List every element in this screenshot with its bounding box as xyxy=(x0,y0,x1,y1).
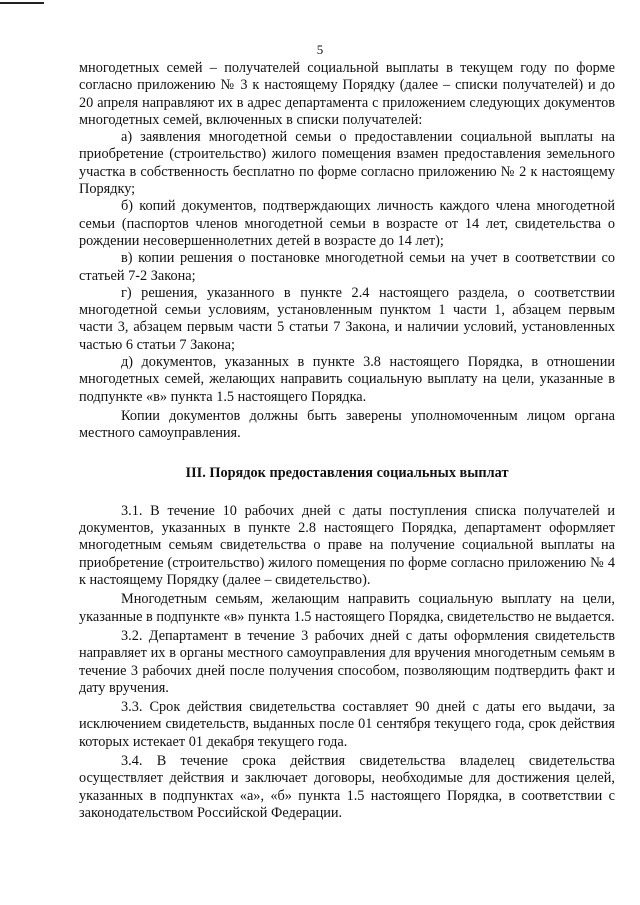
paragraph-3-3: 3.3. Срок действия свидетельства составляет 90 дней с даты его выдачи, за исключением свидетельств, выданных после 01 сентября текущего года, срок действия которых истекает 01 декабря текущего года. xyxy=(79,699,615,750)
list-item-b: б) копий документов, подтверждающих личность каждого члена многодетной семьи (паспортов членов многодетной семьи в возрасте от 14 лет, свидетельства о рождении несовершеннолетних детей в возрасте до 14 лет); xyxy=(79,198,615,249)
list-item-a: а) заявления многодетной семьи о предоставлении социальной выплаты на приобретение (строительство) жилого помещения взамен предоставления земельного участка в собственность бесплатно по форме согласно приложению № 2 к настоящему Порядку; xyxy=(79,129,615,198)
list-item-v: в) копии решения о постановке многодетной семьи на учет в соответствии со статьей 7-2 Закона; xyxy=(79,250,615,284)
paragraph-3-1: 3.1. В течение 10 рабочих дней с даты поступления списка получателей и документов, указанных в пункте 2.8 настоящего Порядка, департамент оформляет многодетным семьям свидетельства о праве на получение социальной выплаты на приобретение (строительство) жилого помещения по форме согласно приложению № 4 к настоящему Порядку (далее – свидетельство). xyxy=(79,502,615,589)
paragraph-3-4: 3.4. В течение срока действия свидетельства владелец свидетельства осуществляет действия и заключает договоры, необходимые для достижения целей, указанных в подпунктах «а», «б» пункта 1.5 настоящего Порядка, в соответствии с законодательством Российской Федерации. xyxy=(79,752,615,821)
list-item-g: г) решения, указанного в пункте 2.4 настоящего раздела, о соответствии многодетной семьи условиям, установленным пунктом 1 части 1, абзацем первым части 3, абзацем первым части 5 статьи 7 Закона, и наличии условий, установленных частью 6 статьи 7 Закона; xyxy=(79,284,615,353)
corner-mark-line xyxy=(0,2,44,4)
page-number: 5 xyxy=(316,42,324,57)
document-body xyxy=(79,60,615,822)
paragraph-3-2: 3.2. Департамент в течение 3 рабочих дней с даты оформления свидетельств направляет их в органы местного самоуправления для вручения многодетным семьям в течение 3 рабочих дней после получения способом, позволяющим подтвердить факт и дату вручения. xyxy=(79,627,615,696)
paragraph-3-1-note: Многодетным семьям, желающим направить социальную выплату на цели, указанные в подпункте «в» пункта 1.5 настоящего Порядка, свидетельство не выдается. xyxy=(79,591,615,625)
paragraph-copies: Копии документов должны быть заверены уполномоченным лицом органа местного самоуправления. xyxy=(79,407,615,442)
list-item-d: д) документов, указанных в пункте 3.8 настоящего Порядка, в отношении многодетных семей, желающих направить социальную выплату на цели, указанные в подпункте «в» пункта 1.5 настоящего Порядка. xyxy=(79,354,615,405)
paragraph-continuation: многодетных семей – получателей социальной выплаты в текущем году по форме согласно приложению № 3 к настоящему Порядку (далее – списки получателей) и до 20 апреля направляют их в адрес департамента с приложением следующих документов многодетных семей, включенных в списки получателей: xyxy=(79,60,615,128)
section-heading: III. Порядок предоставления социальных выплат xyxy=(185,464,509,481)
